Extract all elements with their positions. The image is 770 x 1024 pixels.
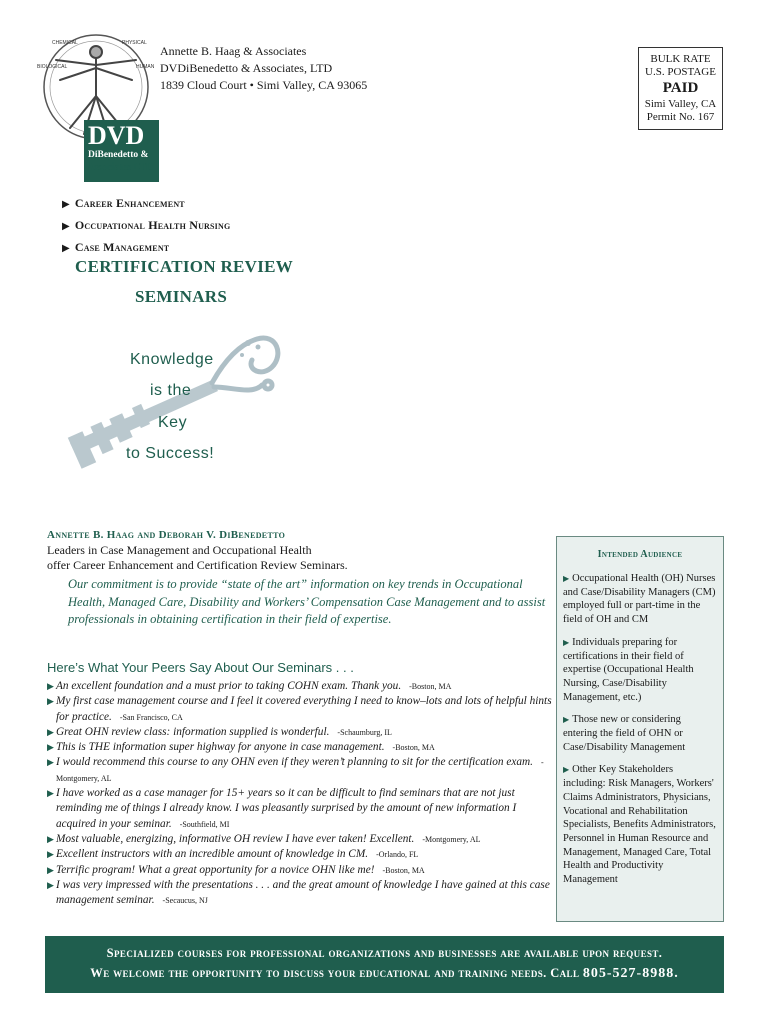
postage-line-1: BULK RATE [650, 53, 711, 65]
testimonial-item [47, 679, 557, 694]
company-logo [34, 30, 159, 180]
testimonial-text: Terrific program! What a great opportunity for a novice OHN like me! [56, 863, 375, 876]
slogan-line-4: to Success! [126, 445, 215, 462]
testimonial-item [47, 786, 557, 832]
arrow-right-icon: ▶ [47, 681, 54, 691]
testimonial-text: I have worked as a case manager for 15+ years so it can be difficult to find seminars that are not just reminding me of things I already know. I was pleasantly surprised by the amount of new information I acquired in your seminar. [56, 787, 517, 830]
authors-heading: Annette B. Haag and Deborah V. DiBenedetto [47, 529, 286, 541]
testimonial-text: Most valuable, energizing, informative OH review I have ever taken! Excellent. [56, 832, 415, 845]
sender-address [160, 43, 367, 94]
audience-item [563, 636, 717, 705]
testimonial-location: -San Francisco, CA [119, 712, 183, 722]
ring-label-human: HUMAN [136, 64, 155, 70]
arrow-right-icon: ▶ [47, 864, 54, 875]
arrow-right-icon: ▶ [62, 221, 70, 232]
testimonials-heading: Here’s What Your Peers Say About Our Seminars . . . [47, 660, 354, 675]
testimonial-text: An excellent foundation and a must prior to taking COHN exam. Thank you. [56, 680, 402, 692]
audience-title: Intended Audience [597, 549, 683, 560]
lead-line-2: offer Career Enhancement and Certification Review Seminars. [47, 558, 348, 572]
postage-line-2: U.S. POSTAGE [645, 66, 716, 78]
arrow-right-icon: ▶ [47, 879, 54, 890]
arrow-right-icon: ▶ [62, 199, 70, 210]
arrow-right-icon: ▶ [47, 726, 54, 737]
testimonial-item [47, 755, 557, 786]
topic-label: Occupational Health Nursing [74, 218, 231, 232]
brand-mark: DVD [88, 121, 145, 150]
testimonial-location: -Secaucus, NJ [162, 896, 208, 906]
testimonial-item [47, 832, 557, 847]
testimonial-item [47, 740, 557, 755]
arrow-right-icon: ▶ [62, 243, 70, 254]
page-title-line-1: CERTIFICATION REVIEW [75, 257, 294, 276]
testimonial-text: This is THE information super highway for anyone in case management. [56, 741, 385, 754]
sender-line-2: DVDiBenedetto & Associates, LTD [160, 61, 333, 75]
topic-item [62, 193, 230, 215]
testimonial-text: Excellent instructors with an incredible amount of knowledge in CM. [56, 848, 369, 861]
slogan-line-2: is the [150, 382, 192, 399]
postage-paid: PAID [662, 80, 699, 96]
testimonial-text: My first case management course and I feel it covered everything I need to know–lots and lots of helpful hints for practice. [56, 695, 552, 723]
testimonial-location: -Boston, MA [382, 865, 425, 875]
testimonial-text: I was very impressed with the presentations . . . and the great amount of knowledge I have gained at this case management seminar. [56, 878, 550, 907]
postage-line-3: Simi Valley, CA [644, 98, 717, 110]
testimonial-item [47, 725, 557, 740]
topic-item [62, 237, 230, 259]
testimonials-list [47, 679, 557, 908]
audience-item [563, 572, 717, 627]
topic-label: Case Management [74, 240, 170, 254]
arrow-right-icon: ▶ [47, 757, 54, 768]
topic-item [62, 215, 230, 237]
arrow-right-icon: ▶ [563, 765, 570, 775]
arrow-right-icon: ▶ [47, 833, 54, 844]
ring-label-chemical: CHEMICAL [52, 40, 78, 46]
testimonial-text: Great OHN review class: information supplied is wonderful. [56, 725, 330, 738]
footer-banner [45, 936, 724, 993]
arrow-right-icon: ▶ [563, 574, 570, 583]
page-title-line-2: SEMINARS [135, 287, 228, 306]
testimonial-text: I would recommend this course to any OHN even if they weren’t planning to sit for the certification exam. [56, 756, 533, 769]
topic-list [62, 193, 230, 259]
arrow-right-icon: ▶ [563, 637, 570, 647]
testimonial-location: -Montgomery, AL [422, 834, 481, 844]
testimonial-item [47, 878, 557, 909]
ring-label-physical: PHYSICAL [122, 40, 147, 46]
footer-line-2: We welcome the opportunity to discuss your educational and training needs. Call [90, 966, 580, 980]
slogan-line-3: Key [158, 414, 188, 431]
footer-line-1: Specialized courses for professional organizations and businesses are available upon request. [106, 946, 663, 960]
testimonial-location: -Boston, MA [392, 743, 435, 753]
arrow-right-icon: ▶ [47, 742, 54, 753]
testimonial-item [47, 694, 557, 725]
commitment-statement: Our commitment is to provide “state of the art” information on key trends in Occupational Health, Managed Care, Disability and Workers’ Compensation Case Management and to assist professionals in obtaining certification in their field of expertise. [68, 577, 546, 626]
audience-item-text: Individuals preparing for certifications in their field of expertise (Occupational Health Nursing, Case/Disability Management, etc.) [563, 636, 694, 703]
testimonial-item [47, 847, 557, 862]
postage-indicia [638, 47, 723, 130]
slogan-line-1: Knowledge [130, 351, 214, 368]
audience-item-text: Occupational Health (OH) Nurses and Case/Disability Managers (CM) employed full or part-time in the field of OH and CM [563, 573, 716, 626]
footer-line-2-wrap [45, 963, 724, 984]
arrow-right-icon: ▶ [47, 849, 54, 860]
testimonial-location: -Orlando, FL [376, 850, 419, 860]
postage-line-4: Permit No. 167 [646, 111, 715, 123]
sender-line-3: 1839 Cloud Court • Simi Valley, CA 93065 [160, 78, 368, 92]
audience-item [563, 763, 717, 886]
audience-item [563, 713, 717, 754]
arrow-right-icon: ▶ [563, 715, 570, 725]
testimonial-location: -Southfield, MI [179, 819, 230, 829]
brand-line-1: DiBenedetto & [88, 150, 149, 160]
audience-item-text: Those new or considering entering the field of OHN or Case/Disability Management [563, 714, 686, 753]
brand-line-2: Associates LTD [87, 162, 154, 173]
intended-audience-panel [556, 536, 724, 922]
lead-line-1: Leaders in Case Management and Occupational Health [47, 543, 312, 557]
ring-label-biological: BIOLOGICAL [37, 64, 68, 70]
topic-label: Career Enhancement [74, 196, 185, 210]
arrow-right-icon: ▶ [47, 696, 54, 707]
arrow-right-icon: ▶ [47, 788, 54, 799]
phone-number: 805-527-8988. [582, 966, 679, 981]
testimonial-location: -Montgomery, AL [56, 758, 544, 783]
testimonial-location: -Boston, MA [409, 682, 452, 691]
sender-line-1: Annette B. Haag & Associates [160, 44, 307, 58]
testimonial-item [47, 863, 557, 878]
testimonial-location: -Schaumburg, IL [337, 727, 392, 737]
audience-item-text: Other Key Stakeholders including: Risk Managers, Workers' Claims Administrators, Physicians, Vocational and Rehabilitation Specialists, Benefits Administrators, Personnel in Human Resource and Management, Managed Care, Total Health and Productivity Management [563, 764, 716, 886]
lead-text [47, 543, 547, 573]
